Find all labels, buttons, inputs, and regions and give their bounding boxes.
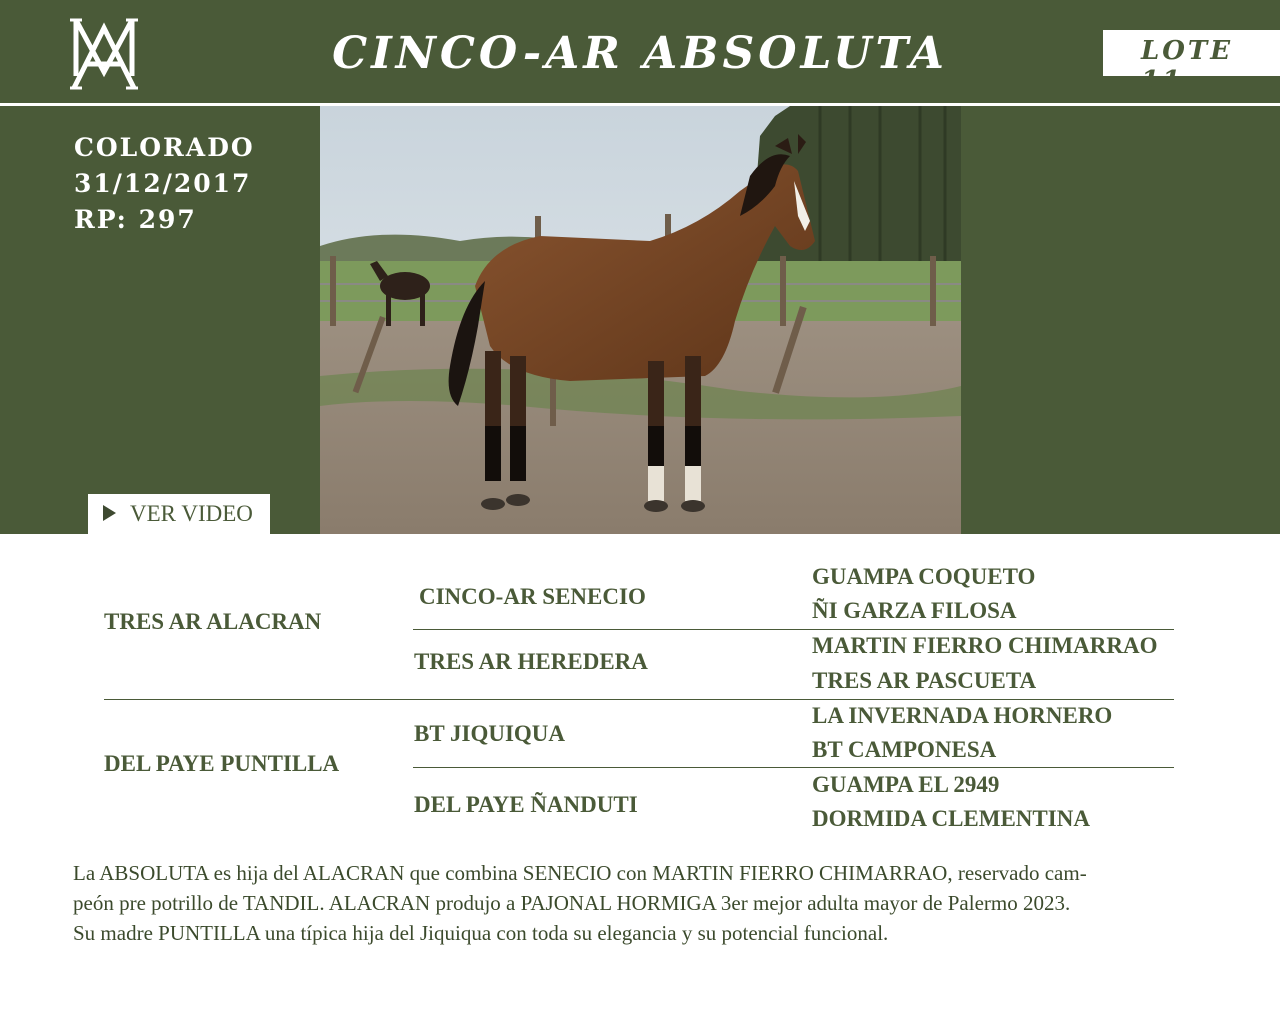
watch-video-label: VER VIDEO [130,501,253,526]
sire-sire-name: CINCO-AR SENECIO [419,584,646,609]
sire-dam-name: TRES AR HEREDERA [414,649,648,674]
great-grandparent: LA INVERNADA HORNERO [812,703,1113,728]
dam-sire-name: BT JIQUIQUA [414,721,566,746]
pedigree-divider [413,767,1174,768]
great-grandparent: DORMIDA CLEMENTINA [812,806,1090,831]
play-icon [103,505,116,521]
page-title: CINCO-AR ABSOLUTA [332,28,948,79]
watch-video-button[interactable] [88,494,270,534]
dam-name: DEL PAYE PUNTILLA [104,751,340,776]
brand-logo [68,14,140,92]
registration-number: RP: 297 [74,205,197,234]
great-grandparent: GUAMPA COQUETO [812,564,1036,589]
great-grandparent: BT CAMPONESA [812,737,997,762]
pedigree-divider [413,629,1174,630]
pedigree-divider [104,699,1174,700]
description-line: peón pre potrillo de TANDIL. ALACRAN produjo a PAJONAL HORMIGA 3er mejor adulta mayor de Palermo 2023. [73,891,1071,915]
great-grandparent: TRES AR PASCUETA [812,668,1037,693]
description-line: La ABSOLUTA es hija del ALACRAN que combina SENECIO con MARTIN FIERRO CHIMARRAO, reservado cam- [73,861,1087,885]
horse-info [74,130,255,238]
great-grandparent: MARTIN FIERRO CHIMARRAO [812,633,1158,658]
coat-color: COLORADO [74,133,255,162]
description [73,858,1218,948]
horse-photo [320,106,961,534]
dam-dam-name: DEL PAYE ÑANDUTI [414,792,638,817]
sire-name: TRES AR ALACRAN [104,609,322,634]
lot-number-badge: LOTE 11 [1103,30,1280,76]
birth-date: 31/12/2017 [74,169,252,198]
great-grandparent: GUAMPA EL 2949 [812,772,1000,797]
great-grandparent: ÑI GARZA FILOSA [812,598,1017,623]
description-line: Su madre PUNTILLA una típica hija del Jiquiqua con toda su elegancia y su potencial funcional. [73,921,889,945]
